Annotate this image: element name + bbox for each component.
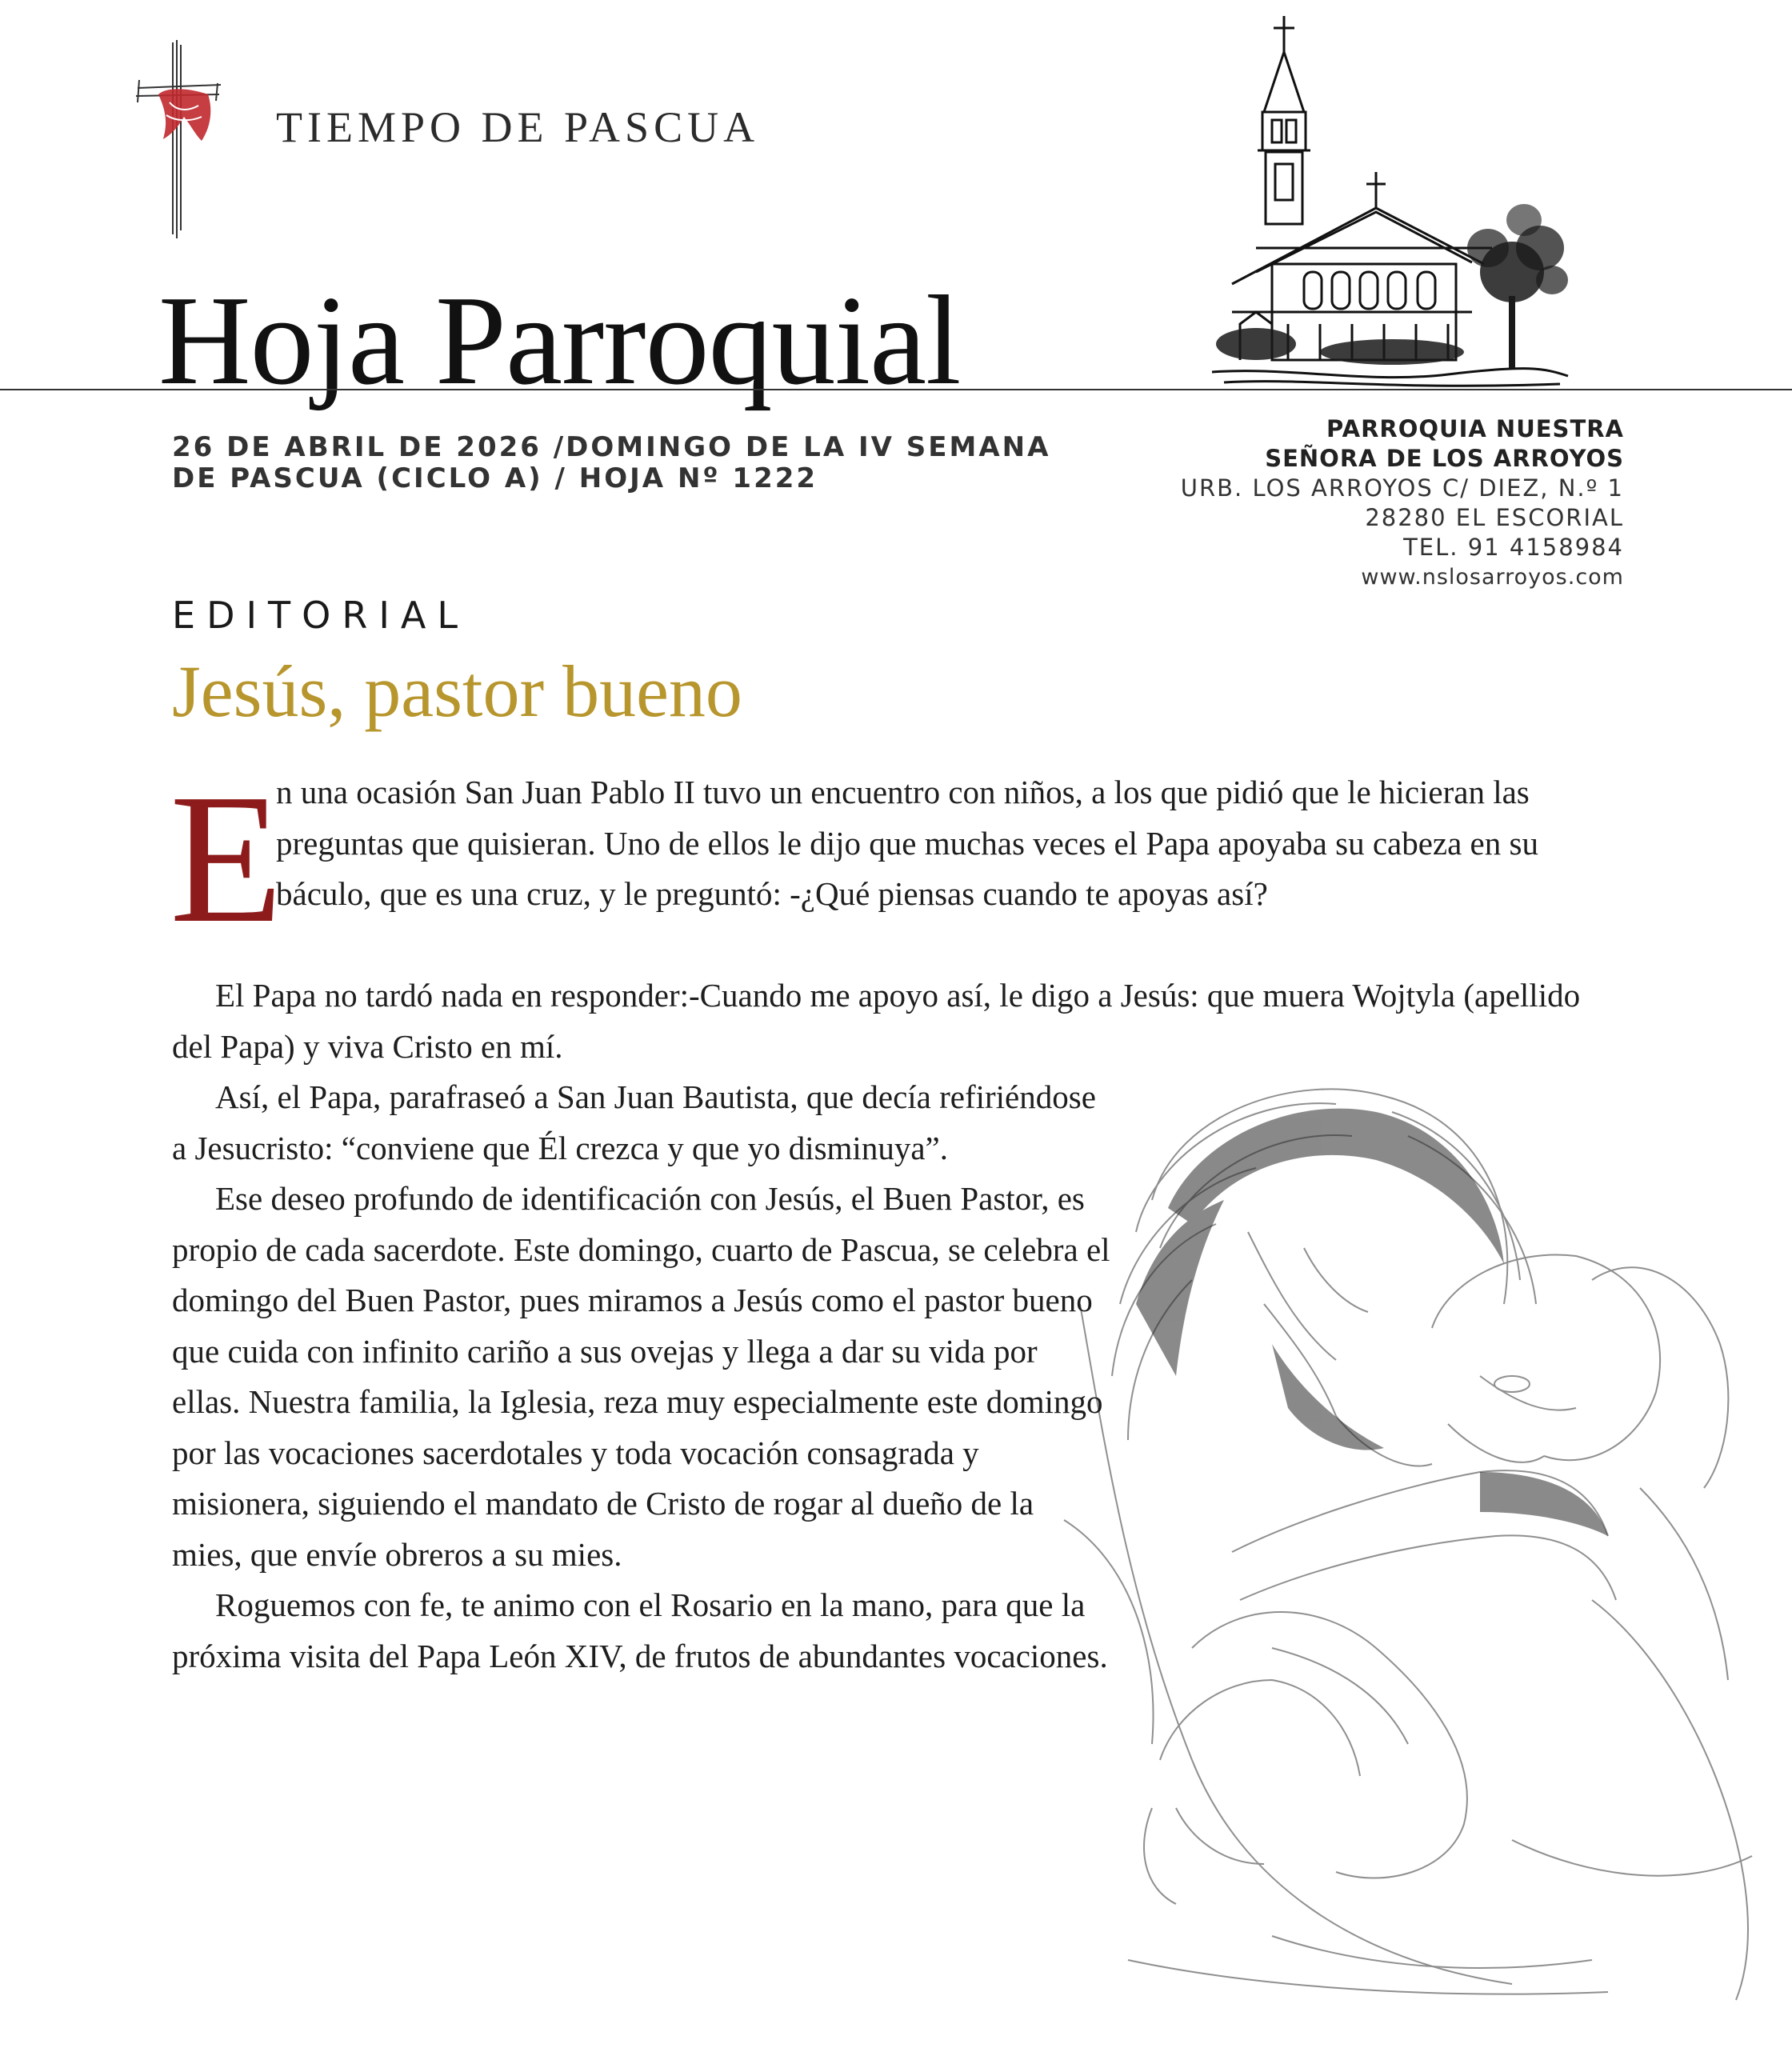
parish-city: 28280 EL ESCORIAL xyxy=(1365,504,1624,531)
masthead-title: Hoja Parroquial xyxy=(158,269,961,411)
parish-name-line1: PARROQUIA NUESTRA xyxy=(1326,415,1624,442)
narrow-column-text xyxy=(172,1072,1112,1682)
article-title: Jesús, pastor bueno xyxy=(172,650,742,732)
paragraph-5: Roguemos con fe, te animo con el Rosario en la mano, para que la próxima visita del Papa León XIV, de frutos de abundantes vocaciones. xyxy=(172,1586,1108,1674)
parish-address: URB. LOS ARROYOS C/ DIEZ, N.º 1 xyxy=(1180,474,1624,502)
parish-website: www.nslosarroyos.com xyxy=(1361,565,1624,590)
drop-cap: E xyxy=(170,756,283,962)
parish-contact-block xyxy=(1064,414,1624,592)
jesus-holding-lamb-sketch xyxy=(1032,1040,1792,2016)
paragraph-1-text: n una ocasión San Juan Pablo II tuvo un encuentro con niños, a los que pidió que le hicieran las preguntas que quisieran. Uno de ellos le dijo que muchas veces el Papa apoyaba su cabeza en su báculo, que es una cruz, y le preguntó: -¿Qué piensas cuando te apoyas así? xyxy=(276,774,1538,912)
season-label: TIEMPO DE PASCUA xyxy=(276,103,760,151)
parish-name-line2: SEÑORA DE LOS ARROYOS xyxy=(1265,445,1624,472)
paragraph-1 xyxy=(172,767,1620,920)
cross-with-red-cloth-icon xyxy=(134,38,222,238)
section-label: EDITORIAL xyxy=(172,594,469,637)
issue-date-line: 26 DE ABRIL DE 2026 /DOMINGO DE LA IV SEMANA DE PASCUA (CICLO A) / HOJA Nº 1222 xyxy=(172,431,1051,494)
paragraph-4: Ese deseo profundo de identificación con Jesús, el Buen Pastor, es propio de cada sacerdote. Este domingo, cuarto de Pascua, se celebra el domingo del Buen Pastor, pues miramos a Jesús como el pastor bueno que cuida con infinito cariño a sus ovejas y llega a dar su vida por ellas. Nuestra familia, la Iglesia, reza muy especialmente este domingo por las vocaciones sacerdotales y toda vocación consagrada y misionera, siguiendo el mandato de Cristo de rogar al dueño de la mies, que envíe obreros a su mies. xyxy=(172,1180,1110,1573)
paragraph-2: El Papa no tardó nada en responder:-Cuando me apoyo así, le digo a Jesús: que muera Wojtyla (apellido del Papa) y viva Cristo en mí. xyxy=(172,977,1581,1065)
paragraph-3: Así, el Papa, parafraseó a San Juan Bautista, que decía refiriéndose a Jesucristo: “conviene que Él crezca y que yo disminuya”. xyxy=(172,1078,1096,1166)
parish-phone: TEL. 91 4158984 xyxy=(1403,534,1624,561)
church-drawing xyxy=(1208,8,1572,392)
